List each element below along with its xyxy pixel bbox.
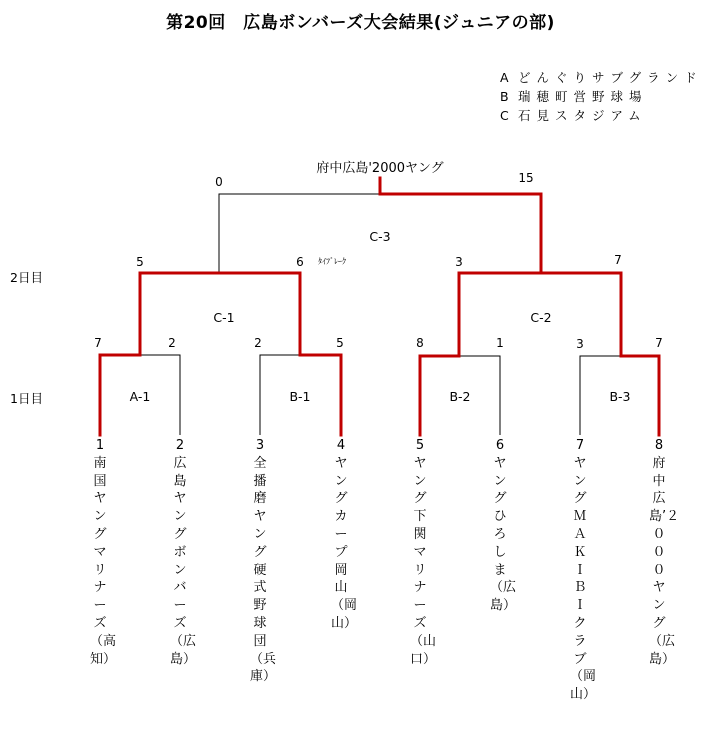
team-number: 5 [415, 438, 425, 453]
team-name: 南国ヤングマリナーズ（高知） [90, 455, 117, 667]
b3-label: B-3 [609, 389, 631, 404]
venue-name: 瑞穂町営野球場 [518, 89, 648, 104]
day-1-label: 1日目 [10, 391, 43, 406]
team-number: 4 [336, 438, 346, 453]
semi1-note: ﾀｲﾌﾞﾚｰｸ [318, 257, 346, 266]
semi1-score-left: 5 [136, 255, 144, 269]
team-number: 6 [495, 438, 505, 453]
page-title: 第20回 広島ボンバーズ大会結果(ジュニアの部) [166, 13, 555, 33]
venue-key: A [500, 70, 509, 85]
team-6 [490, 437, 517, 615]
b1-label: B-1 [289, 389, 311, 404]
team-name: 広島ヤングボンバーズ（広島） [170, 455, 197, 667]
winner-path-c1-left [140, 273, 219, 355]
final-label: C-3 [369, 229, 391, 244]
team-3 [250, 437, 277, 686]
venue-name: どんぐりサブグランド [518, 70, 703, 85]
semi2-label: C-2 [530, 310, 552, 325]
day-2-label: 2日目 [10, 270, 43, 285]
team-name: 全播磨ヤング硬式野球団（兵庫） [250, 455, 277, 685]
b1-score-left: 2 [254, 336, 262, 350]
team-name: ヤング下関マリナーズ（山口） [410, 455, 437, 667]
team-5 [410, 437, 437, 668]
b2-label: B-2 [449, 389, 471, 404]
b3-score-right: 7 [655, 336, 663, 350]
winner-paths [100, 178, 659, 435]
team-4 [331, 437, 358, 633]
team-number: 2 [175, 438, 185, 453]
a1-label: A-1 [129, 389, 151, 404]
team-1 [90, 437, 117, 668]
semi1-score-right: 6 [296, 255, 304, 269]
venue-name: 石見スタジアム [518, 108, 647, 123]
venue-key: B [500, 89, 509, 104]
team-name: ヤングひろしま（広島） [490, 455, 517, 614]
b2-score-right: 1 [496, 336, 504, 350]
team-number: 1 [95, 438, 105, 453]
team-name: ヤングカープ岡山（岡山） [331, 455, 358, 631]
b3-score-left: 3 [576, 337, 584, 351]
final-score-right: 15 [518, 171, 534, 185]
team-7 [570, 437, 597, 704]
b2-score-left: 8 [416, 336, 424, 350]
semi2-score-left: 3 [455, 255, 463, 269]
a1-score-left: 7 [94, 336, 102, 350]
team-8 [649, 437, 680, 668]
team-name: ヤングＭＡＫＩＢＩクラブ（岡山） [570, 455, 597, 703]
semi2-score-right: 7 [614, 253, 622, 267]
team-2 [170, 437, 197, 668]
team-number: 8 [654, 438, 664, 453]
final-score-left: 0 [215, 175, 223, 189]
team-number: 3 [255, 438, 265, 453]
semi1-label: C-1 [213, 310, 235, 325]
venue-key: C [500, 108, 509, 123]
a1-score-right: 2 [168, 336, 176, 350]
b1-score-right: 5 [336, 336, 344, 350]
team-name: 府中広島’２０００ヤング（広島） [649, 455, 680, 667]
champion-name: 府中広島'2000ヤング [316, 161, 444, 176]
team-number: 7 [575, 438, 585, 453]
